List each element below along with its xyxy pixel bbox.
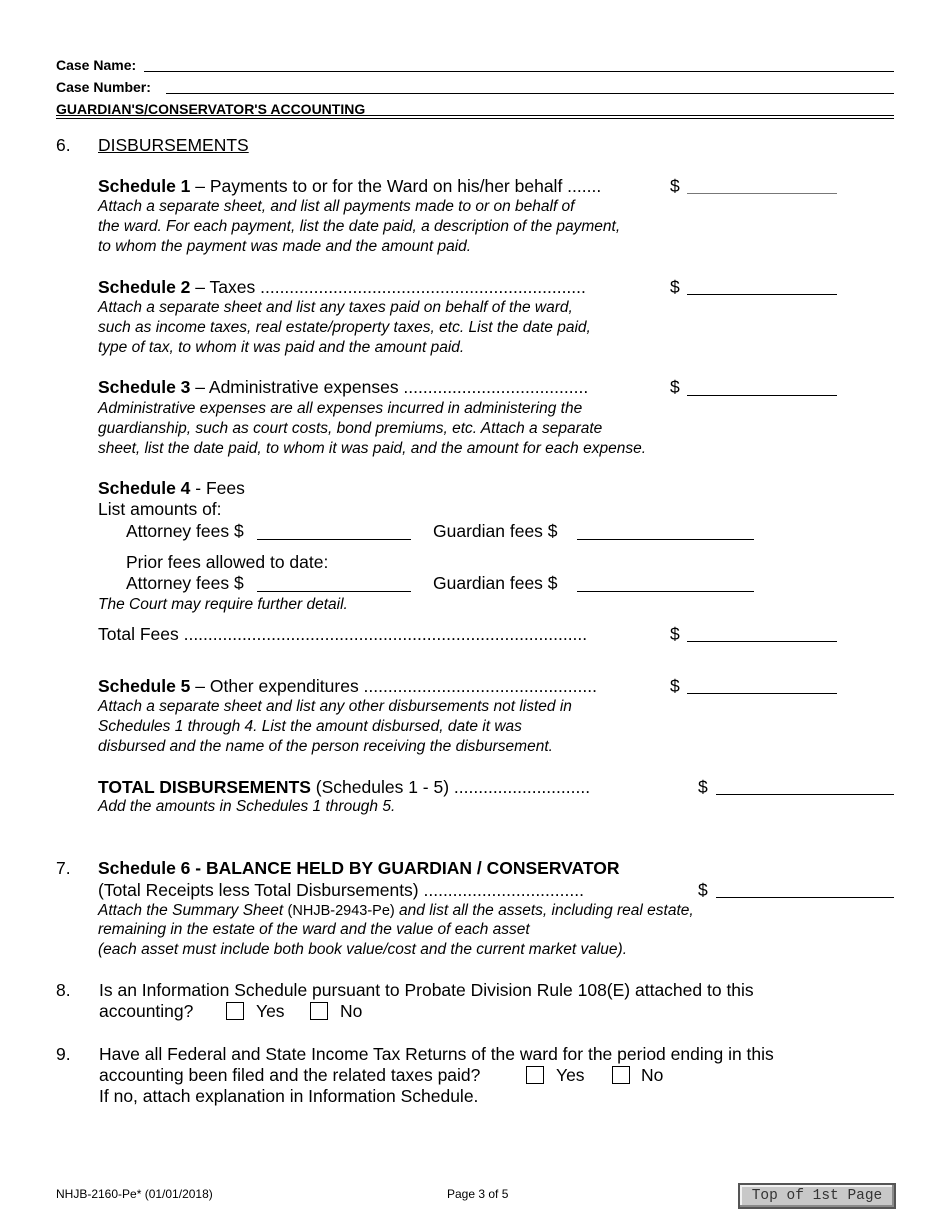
total-fees-amount-field[interactable]: [687, 641, 837, 642]
schedule-1-note-1: Attach a separate sheet, and list all payments made to or on behalf of: [98, 198, 575, 215]
schedule-3-dollar: $: [670, 377, 680, 397]
schedule-3-heading: [98, 377, 588, 397]
section-6-number: 6.: [56, 135, 71, 155]
balance-amount-field[interactable]: [716, 897, 894, 898]
guardian-fees-label: Guardian fees $: [433, 521, 558, 541]
schedule-2-note-1: Attach a separate sheet and list any taxes paid on behalf of the ward,: [98, 299, 573, 316]
schedule-1-amount-field[interactable]: [687, 193, 837, 194]
section-8-question-2: accounting?: [99, 1001, 194, 1021]
total-fees-dollar: $: [670, 624, 680, 644]
case-number-label: Case Number:: [56, 79, 151, 95]
total-fees-label: Total Fees ...................................................................................: [98, 624, 588, 644]
schedule-2-amount-field[interactable]: [687, 294, 837, 295]
total-disbursements-amount-field[interactable]: [716, 794, 894, 795]
case-name-label: Case Name:: [56, 57, 137, 73]
schedule-3-desc: – Administrative expenses ......................................: [190, 377, 589, 397]
court-detail-note: The Court may require further detail.: [98, 596, 348, 613]
schedule-2-heading: [98, 277, 586, 297]
section-9-question-1: Have all Federal and State Income Tax Returns of the ward for the period ending in this: [99, 1044, 774, 1064]
total-disbursements-heading: [98, 777, 590, 797]
section-8-number: 8.: [56, 980, 71, 1000]
section-7-title: Schedule 6 - BALANCE HELD BY GUARDIAN / CONSERVATOR: [98, 858, 620, 878]
total-disbursements-desc: (Schedules 1 - 5) ............................: [310, 777, 591, 797]
section-7-note-1: [98, 901, 694, 921]
schedule-2-note-2: such as income taxes, real estate/property taxes, etc. List the date paid,: [98, 319, 591, 336]
attorney-fees-label: Attorney fees $: [126, 521, 244, 541]
form-id: NHJB-2160-Pe* (01/01/2018): [56, 1187, 213, 1201]
section-8-yes-label: Yes: [256, 1001, 285, 1021]
schedule-1-note-3: to whom the payment was made and the amount paid.: [98, 238, 472, 255]
schedule-4-name: Schedule 4: [98, 478, 191, 498]
schedule-1-heading: [98, 176, 601, 196]
schedule-5-note-3: disbursed and the name of the person receiving the disbursement.: [98, 738, 553, 755]
schedule-2-dollar: $: [670, 277, 680, 297]
total-disbursements-name: TOTAL DISBURSEMENTS: [98, 777, 311, 797]
schedule-5-name: Schedule 5: [98, 676, 191, 696]
section-9-no-label: No: [641, 1065, 664, 1085]
header-rule-2: [56, 118, 894, 119]
schedule-5-note-2: Schedules 1 through 4. List the amount disbursed, date it was: [98, 718, 522, 735]
section-6-title: DISBURSEMENTS: [98, 135, 249, 155]
schedule-1-note-2: the ward. For each payment, list the date paid, a description of the payment,: [98, 218, 621, 235]
section-8-question-1: Is an Information Schedule pursuant to Probate Division Rule 108(E) attached to this: [99, 980, 754, 1000]
section-9-yes-checkbox[interactable]: [526, 1066, 544, 1084]
prior-fees-label: Prior fees allowed to date:: [126, 552, 329, 572]
total-disbursements-dollar: $: [698, 777, 708, 797]
prior-attorney-fees-label: Attorney fees $: [126, 573, 244, 593]
total-disbursements-note: Add the amounts in Schedules 1 through 5.: [98, 798, 396, 815]
section-7-note-2: remaining in the estate of the ward and the value of each asset: [98, 921, 530, 938]
section-7-note-1c: and list all the assets, including real estate,: [394, 902, 694, 919]
balance-dollar: $: [698, 880, 708, 900]
top-of-first-page-button[interactable]: Top of 1st Page: [738, 1183, 896, 1209]
schedule-5-note-1: Attach a separate sheet and list any other disbursements not listed in: [98, 698, 572, 715]
section-8-no-checkbox[interactable]: [310, 1002, 328, 1020]
section-7-note-3: (each asset must include both book value/cost and the current market value).: [98, 941, 628, 958]
section-9-instruction: If no, attach explanation in Information Schedule.: [99, 1086, 479, 1106]
schedule-4-heading: [98, 478, 245, 498]
header-rule-1: [56, 115, 894, 116]
section-9-number: 9.: [56, 1044, 71, 1064]
section-7-number: 7.: [56, 858, 71, 878]
attorney-fees-field[interactable]: [257, 539, 411, 540]
schedule-5-amount-field[interactable]: [687, 693, 837, 694]
summary-sheet-form-id: (NHJB-2943-Pe): [287, 903, 395, 919]
schedule-5-dollar: $: [670, 676, 680, 696]
case-number-field[interactable]: [166, 93, 894, 94]
section-7-note-1a: Attach the Summary Sheet: [98, 902, 288, 919]
schedule-3-amount-field[interactable]: [687, 395, 837, 396]
schedule-5-heading: [98, 676, 597, 696]
section-9-yes-label: Yes: [556, 1065, 585, 1085]
page-number: Page 3 of 5: [447, 1187, 509, 1201]
section-9-no-checkbox[interactable]: [612, 1066, 630, 1084]
guardian-fees-field[interactable]: [577, 539, 754, 540]
prior-guardian-fees-field[interactable]: [577, 591, 754, 592]
section-8-no-label: No: [340, 1001, 363, 1021]
schedule-2-name: Schedule 2: [98, 277, 191, 297]
schedule-1-desc: – Payments to or for the Ward on his/her behalf .......: [190, 176, 602, 196]
schedule-4-desc: - Fees: [190, 478, 245, 498]
schedule-1-dollar: $: [670, 176, 680, 196]
doc-title: GUARDIAN'S/CONSERVATOR'S ACCOUNTING: [56, 101, 366, 117]
prior-guardian-fees-label: Guardian fees $: [433, 573, 558, 593]
schedule-3-note-1: Administrative expenses are all expenses incurred in administering the: [98, 400, 583, 417]
section-8-yes-checkbox[interactable]: [226, 1002, 244, 1020]
schedule-2-note-3: type of tax, to whom it was paid and the amount paid.: [98, 339, 465, 356]
schedule-5-desc: – Other expenditures ................................................: [190, 676, 597, 696]
section-7-subtitle: (Total Receipts less Total Disbursements) .................................: [98, 880, 584, 900]
schedule-3-name: Schedule 3: [98, 377, 191, 397]
schedule-3-note-2: guardianship, such as court costs, bond premiums, etc. Attach a separate: [98, 420, 603, 437]
schedule-2-desc: – Taxes ...................................................................: [190, 277, 586, 297]
section-9-question-2: accounting been filed and the related taxes paid?: [99, 1065, 481, 1085]
prior-attorney-fees-field[interactable]: [257, 591, 411, 592]
case-name-field[interactable]: [144, 71, 894, 72]
schedule-3-note-3: sheet, list the date paid, to whom it was paid, and the amount for each expense.: [98, 440, 647, 457]
schedule-1-name: Schedule 1: [98, 176, 191, 196]
schedule-4-list-amounts: List amounts of:: [98, 499, 222, 519]
